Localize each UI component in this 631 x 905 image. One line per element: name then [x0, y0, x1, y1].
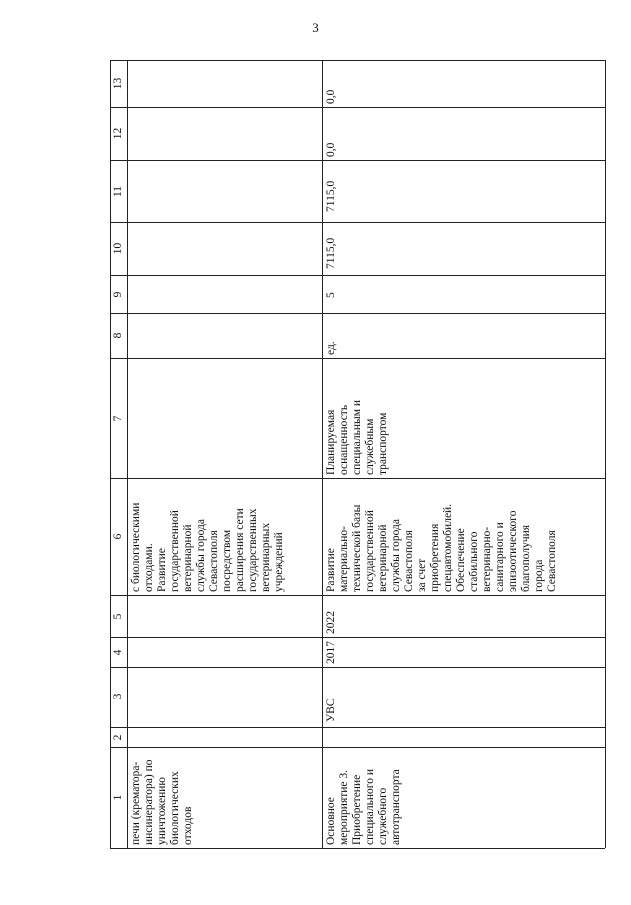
column-header-13: 13	[112, 77, 124, 90]
column-divider	[110, 667, 605, 668]
row-b-col8-text: ед.	[325, 341, 337, 355]
table-border-bottom	[110, 848, 605, 849]
column-divider	[110, 160, 605, 161]
column-divider	[110, 478, 605, 479]
row-b-col5-text: 2022	[325, 611, 337, 634]
row-b-col9-text: 5	[325, 292, 337, 298]
row-b-col7-text: Планируемая оснащенность специальным и служебным транспортом	[325, 399, 389, 475]
row-b-col12-text: 0,0	[325, 142, 337, 157]
row-b-col11-text: 7115,0	[325, 180, 337, 212]
column-header-2: 2	[112, 734, 124, 741]
column-divider	[110, 222, 605, 223]
column-divider	[110, 727, 605, 728]
row-b-col1-text: Основное мероприятие 3. Приобретение специального и служебного автотранспорта	[325, 769, 402, 845]
row-b-col6-text: Развитие материально- технической базы государственной ветеринарной службы города Севастополя за счет приобретения спецавтомобилей. Обеспечение стабильного ветеринарно- санитарного и эпизоотического благополучия города Севастополя	[325, 503, 558, 592]
row-b-col3-text: УВС	[325, 698, 337, 722]
column-header-11: 11	[112, 185, 124, 198]
column-header-1: 1	[112, 794, 124, 801]
column-header-10: 10	[112, 242, 124, 255]
column-header-6: 6	[112, 533, 124, 540]
column-divider	[110, 747, 605, 748]
column-header-9: 9	[112, 291, 124, 298]
column-header-4: 4	[112, 649, 124, 656]
table-border-top	[110, 60, 605, 61]
column-divider	[110, 107, 605, 108]
column-header-8: 8	[112, 332, 124, 339]
column-header-12: 12	[112, 127, 124, 140]
row-b-col13-text: 0,0	[325, 89, 337, 104]
header-row-divider	[127, 60, 128, 848]
column-header-5: 5	[112, 613, 124, 620]
column-divider	[110, 275, 605, 276]
row-divider	[322, 60, 323, 848]
row-b-col4-text: 2017	[325, 641, 337, 664]
column-divider	[110, 595, 605, 596]
table-border-left	[110, 60, 111, 848]
column-header-7: 7	[112, 415, 124, 422]
column-divider	[110, 313, 605, 314]
column-divider	[110, 637, 605, 638]
row-a-col1-text: печи (крематора- инсинератора) по уничтожению биологических отходов	[130, 759, 194, 845]
column-header-3: 3	[112, 693, 124, 700]
row-b-col10-text: 7115,0	[325, 237, 337, 269]
column-divider	[110, 358, 605, 359]
page-number: 3	[312, 20, 319, 35]
row-a-col6-text: с биологическими отходами. Развитие государственной ветеринарной службы города Севастополя посредством расширения сети государственных ветеринарных учреждений	[130, 502, 285, 592]
table-border-right	[605, 60, 606, 848]
